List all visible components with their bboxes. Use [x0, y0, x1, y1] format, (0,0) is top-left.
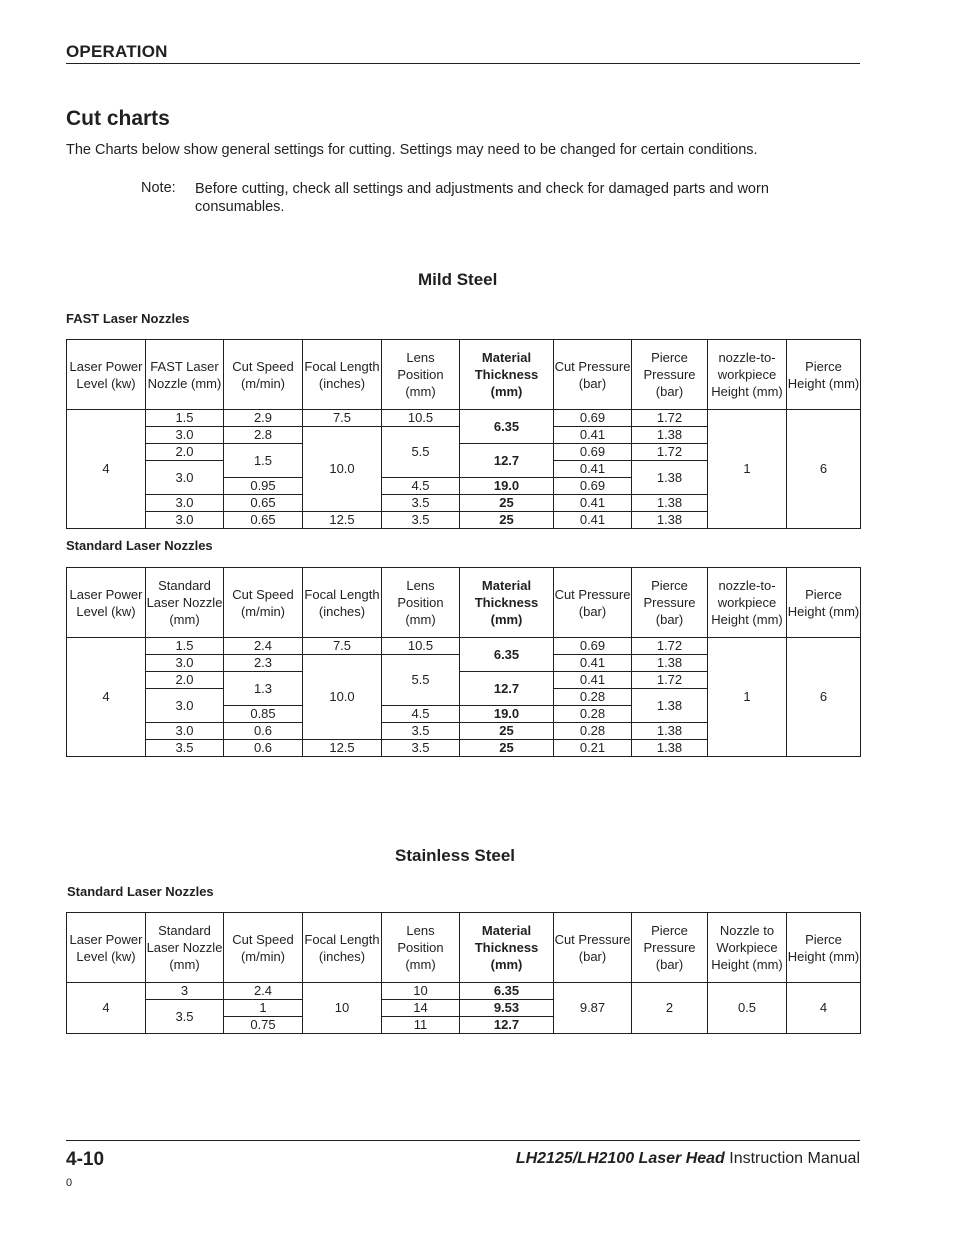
table-cell: 0.65: [224, 512, 303, 529]
column-header: nozzle-to-workpiece Height (mm): [708, 340, 787, 410]
stainless-standard-table-title: Standard Laser Nozzles: [67, 884, 214, 899]
mild-fast-table-title: FAST Laser Nozzles: [66, 311, 190, 326]
table-cell: 4: [67, 638, 146, 757]
page-title: Cut charts: [66, 107, 170, 130]
note-label: Note:: [141, 180, 176, 196]
table-cell: 0.21: [554, 740, 632, 757]
table-cell: 3.5: [382, 740, 460, 757]
table-cell: 0.28: [554, 723, 632, 740]
table-cell: 2.4: [224, 638, 303, 655]
table-cell: 0.41: [554, 495, 632, 512]
table-row: [67, 410, 861, 427]
table-cell: 6: [787, 638, 861, 757]
table-cell: 0.65: [224, 495, 303, 512]
mild-standard-table-title: Standard Laser Nozzles: [66, 538, 213, 553]
table-cell: 0.69: [554, 638, 632, 655]
table-cell: 0.5: [708, 983, 787, 1034]
table-cell: 11: [382, 1017, 460, 1034]
table-cell: 1.5: [146, 638, 224, 655]
mild-steel-title: Mild Steel: [418, 270, 498, 289]
table-cell: 25: [460, 512, 554, 529]
table-cell: 2.9: [224, 410, 303, 427]
table-cell: 25: [460, 495, 554, 512]
table-cell: 3: [146, 983, 224, 1000]
column-header: Lens Position (mm): [382, 568, 460, 638]
table-cell: 0.95: [224, 478, 303, 495]
table-cell: 2.0: [146, 444, 224, 461]
table-cell: 1: [224, 1000, 303, 1017]
table-cell: 1.72: [632, 672, 708, 689]
table-cell: 14: [382, 1000, 460, 1017]
table-header-row: [67, 568, 861, 638]
table-cell: 0.28: [554, 689, 632, 706]
table-cell: 2.0: [146, 672, 224, 689]
table-cell: 3.5: [146, 1000, 224, 1034]
table-row: [67, 638, 861, 655]
table-cell: 0.69: [554, 444, 632, 461]
table-cell: 0.41: [554, 655, 632, 672]
table-cell: 0.41: [554, 427, 632, 444]
column-header: Pierce Pressure (bar): [632, 913, 708, 983]
column-header: Pierce Pressure (bar): [632, 568, 708, 638]
column-header: Standard Laser Nozzle (mm): [146, 568, 224, 638]
table-cell: 1.38: [632, 495, 708, 512]
table-cell: 1: [708, 638, 787, 757]
table-cell: 4.5: [382, 706, 460, 723]
table-cell: 3.0: [146, 461, 224, 495]
table-cell: 10.0: [303, 655, 382, 740]
page-number: 4-10: [66, 1149, 105, 1170]
stainless-standard-table: [66, 912, 861, 1034]
column-header: Pierce Height (mm): [787, 913, 861, 983]
table-cell: 1.38: [632, 723, 708, 740]
table-cell: 0.69: [554, 478, 632, 495]
column-header: Pierce Pressure (bar): [632, 340, 708, 410]
column-header: Pierce Height (mm): [787, 568, 861, 638]
table-cell: 3.5: [382, 723, 460, 740]
column-header: Focal Length (inches): [303, 913, 382, 983]
mild-standard-table: [66, 567, 861, 757]
table-cell: 1.72: [632, 638, 708, 655]
table-cell: 1.38: [632, 655, 708, 672]
table-cell: 1.38: [632, 512, 708, 529]
table-cell: 19.0: [460, 478, 554, 495]
column-header: Cut Speed (m/min): [224, 913, 303, 983]
table-cell: 9.53: [460, 1000, 554, 1017]
column-header: Laser Power Level (kw): [67, 340, 146, 410]
table-cell: 12.7: [460, 444, 554, 478]
table-cell: 25: [460, 740, 554, 757]
section-header: OPERATION: [66, 42, 168, 61]
table-cell: 6.35: [460, 410, 554, 444]
table-cell: 4: [67, 410, 146, 529]
table-cell: 2.8: [224, 427, 303, 444]
table-cell: 0.69: [554, 410, 632, 427]
table-cell: 6.35: [460, 983, 554, 1000]
table-cell: 3.0: [146, 495, 224, 512]
table-cell: 1.38: [632, 461, 708, 495]
header-rule: [66, 63, 860, 64]
mild-fast-table: [66, 339, 861, 529]
table-cell: 4.5: [382, 478, 460, 495]
footer-rule: [66, 1140, 860, 1141]
table-cell: 1.5: [224, 444, 303, 478]
table-cell: 1.38: [632, 740, 708, 757]
column-header: nozzle-to-workpiece Height (mm): [708, 568, 787, 638]
table-cell: 0.41: [554, 672, 632, 689]
table-row: [67, 983, 861, 1000]
column-header: Cut Speed (m/min): [224, 568, 303, 638]
manual-title: [516, 1150, 860, 1168]
table-cell: 0.85: [224, 706, 303, 723]
table-cell: 3.5: [382, 495, 460, 512]
stainless-steel-title: Stainless Steel: [395, 846, 516, 865]
column-header: Material Thickness (mm): [460, 568, 554, 638]
footer-code: 0: [66, 1177, 73, 1189]
table-cell: 0.41: [554, 461, 632, 478]
column-header: Material Thickness (mm): [460, 913, 554, 983]
column-header: Focal Length (inches): [303, 568, 382, 638]
table-cell: 2: [632, 983, 708, 1034]
table-cell: 7.5: [303, 410, 382, 427]
table-cell: 10.0: [303, 427, 382, 512]
table-cell: 0.41: [554, 512, 632, 529]
column-header: Lens Position (mm): [382, 340, 460, 410]
note-text: Before cutting, check all settings and adjustments and check for damaged parts and worn consumables.: [195, 181, 769, 215]
table-cell: 3.5: [146, 740, 224, 757]
table-cell: 1.38: [632, 427, 708, 444]
table-cell: 12.7: [460, 1017, 554, 1034]
table-cell: 6: [787, 410, 861, 529]
column-header: Laser Power Level (kw): [67, 913, 146, 983]
table-cell: 5.5: [382, 655, 460, 706]
table-cell: 2.3: [224, 655, 303, 672]
table-cell: 10: [382, 983, 460, 1000]
column-header: Focal Length (inches): [303, 340, 382, 410]
column-header: Laser Power Level (kw): [67, 568, 146, 638]
column-header: Standard Laser Nozzle (mm): [146, 913, 224, 983]
table-cell: 19.0: [460, 706, 554, 723]
column-header: Lens Position (mm): [382, 913, 460, 983]
column-header: FAST Laser Nozzle (mm): [146, 340, 224, 410]
table-cell: 5.5: [382, 427, 460, 478]
table-cell: 12.5: [303, 740, 382, 757]
table-cell: 0.6: [224, 723, 303, 740]
table-cell: 3.0: [146, 723, 224, 740]
table-cell: 12.5: [303, 512, 382, 529]
table-cell: 3.0: [146, 427, 224, 444]
table-header-row: [67, 340, 861, 410]
table-cell: 0.28: [554, 706, 632, 723]
table-cell: 6.35: [460, 638, 554, 672]
column-header: Cut Speed (m/min): [224, 340, 303, 410]
table-cell: 25: [460, 723, 554, 740]
table-cell: 1.72: [632, 410, 708, 427]
table-cell: 10.5: [382, 638, 460, 655]
table-cell: 1.3: [224, 672, 303, 706]
table-cell: 10: [303, 983, 382, 1034]
table-cell: 4: [67, 983, 146, 1034]
column-header: Material Thickness (mm): [460, 340, 554, 410]
table-cell: 3.0: [146, 689, 224, 723]
table-header-row: [67, 913, 861, 983]
table-cell: 3.0: [146, 512, 224, 529]
table-cell: 1.72: [632, 444, 708, 461]
model-name: LH2125/LH2100 Laser Head: [515, 1150, 725, 1167]
table-cell: 10.5: [382, 410, 460, 427]
table-cell: 3.5: [382, 512, 460, 529]
table-cell: 9.87: [554, 983, 632, 1034]
table-cell: 1: [708, 410, 787, 529]
table-cell: 4: [787, 983, 861, 1034]
intro-text: The Charts below show general settings for cutting. Settings may need to be changed for certain conditions.: [66, 142, 758, 158]
table-cell: 3.0: [146, 655, 224, 672]
column-header: Cut Pressure (bar): [554, 568, 632, 638]
table-cell: 1.38: [632, 689, 708, 723]
column-header: Cut Pressure (bar): [554, 340, 632, 410]
table-cell: 2.4: [224, 983, 303, 1000]
table-cell: 12.7: [460, 672, 554, 706]
table-cell: 0.6: [224, 740, 303, 757]
column-header: Nozzle to Workpiece Height (mm): [708, 913, 787, 983]
manual-label: Instruction Manual: [729, 1150, 860, 1167]
table-cell: 0.75: [224, 1017, 303, 1034]
column-header: Cut Pressure (bar): [554, 913, 632, 983]
table-cell: 1.5: [146, 410, 224, 427]
column-header: Pierce Height (mm): [787, 340, 861, 410]
table-cell: 7.5: [303, 638, 382, 655]
